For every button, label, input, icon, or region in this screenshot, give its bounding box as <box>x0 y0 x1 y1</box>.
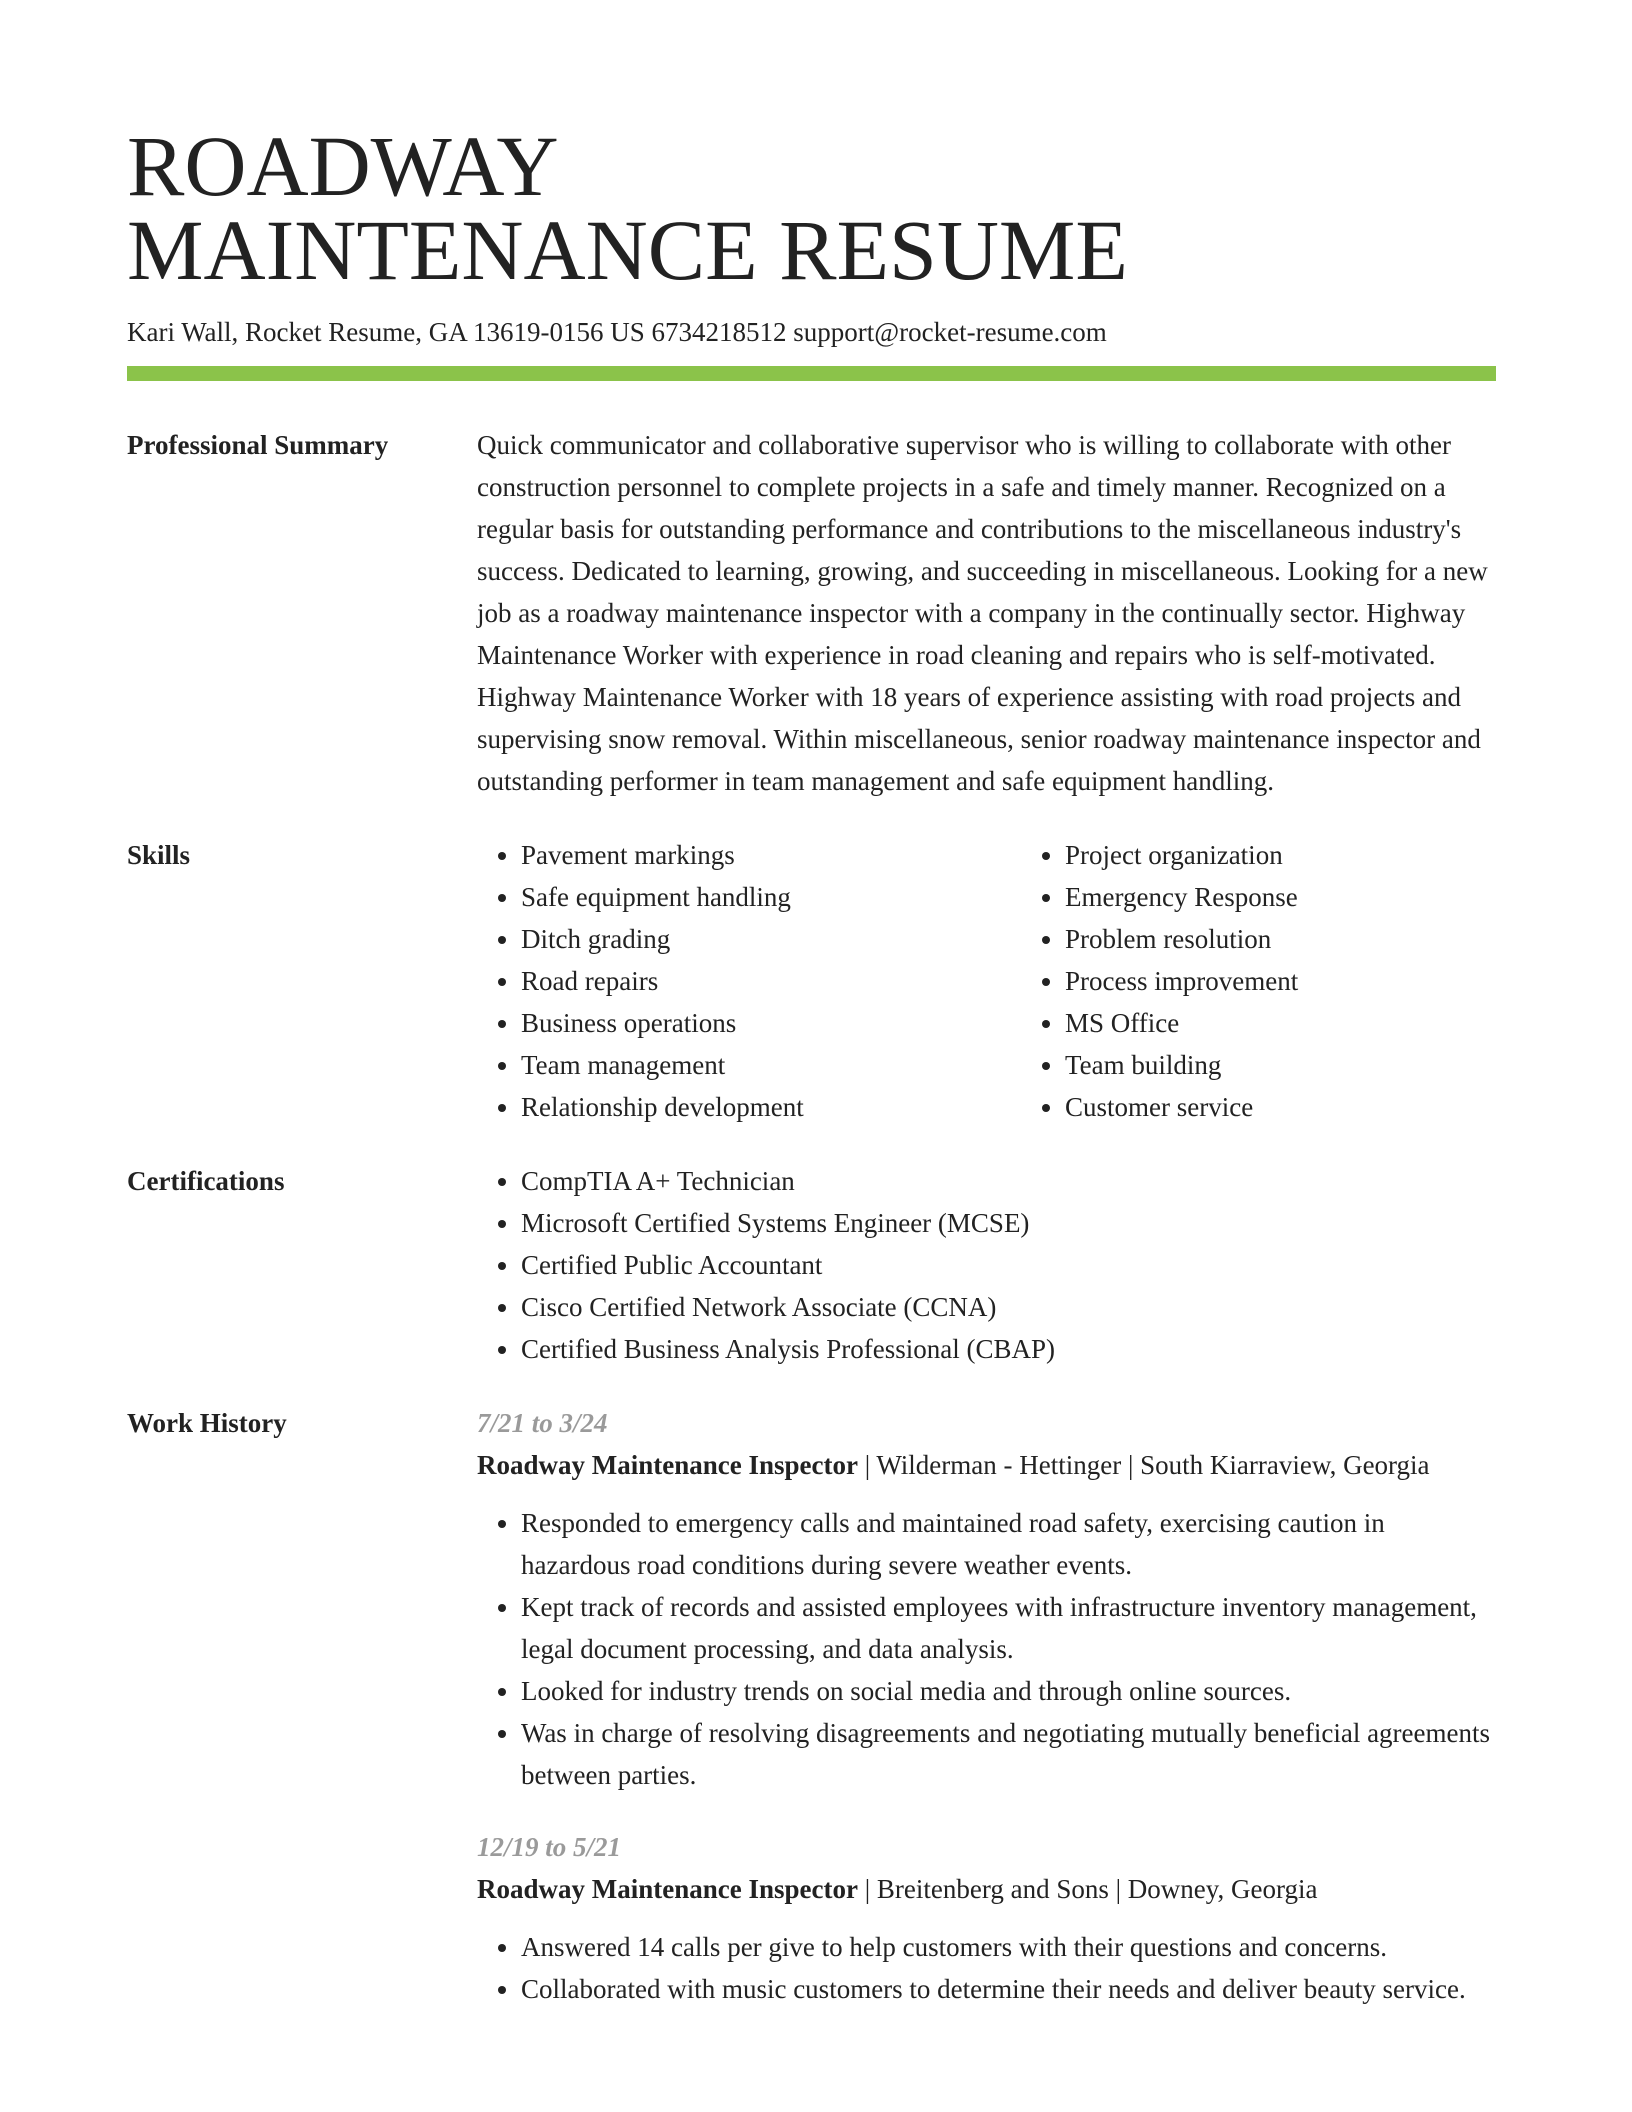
section-label-skills: Skills <box>127 840 191 870</box>
skill-item: • MS Office <box>1065 1002 1565 1044</box>
skill-item: • Relationship development <box>521 1086 1021 1128</box>
job-bullet: • Was in charge of resolving disagreements and negotiating mutually beneficial agreements between parties. <box>521 1712 1496 1796</box>
skill-item: • Problem resolution <box>1065 918 1565 960</box>
job-entry <box>477 1402 1496 1796</box>
job-role: Roadway Maintenance Inspector <box>477 1874 858 1904</box>
section-label-work-history: Work History <box>127 1408 287 1438</box>
job-header <box>477 1444 1496 1486</box>
skill-item: • Process improvement <box>1065 960 1565 1002</box>
skills-column-1 <box>477 834 1021 1128</box>
professional-summary-section <box>127 424 1496 802</box>
work-history-section <box>127 1402 1496 2040</box>
contact-info: Kari Wall, Rocket Resume, GA 13619-0156 US 6734218512 support@rocket-resume.com <box>127 317 1107 347</box>
job-bullet: • Answered 14 calls per give to help customers with their questions and concerns. <box>521 1926 1496 1968</box>
title-line-2: MAINTENANCE RESUME <box>127 202 1128 298</box>
skill-item: • Road repairs <box>521 960 1021 1002</box>
resume-page <box>127 0 1496 2040</box>
job-role: Roadway Maintenance Inspector <box>477 1450 858 1480</box>
skill-item: • Ditch grading <box>521 918 1021 960</box>
certifications-section <box>127 1160 1496 1370</box>
job-entry <box>477 1826 1496 2010</box>
skill-item: • Team management <box>521 1044 1021 1086</box>
skill-item: • Team building <box>1065 1044 1565 1086</box>
certification-item: • Certified Business Analysis Professional (CBAP) <box>521 1328 1496 1370</box>
job-employer-location: | Breitenberg and Sons | Downey, Georgia <box>857 1874 1318 1904</box>
skills-columns <box>477 834 1565 1128</box>
certification-item: • Cisco Certified Network Associate (CCNA) <box>521 1286 1496 1328</box>
title-line-1: ROADWAY <box>127 118 559 214</box>
summary-text: Quick communicator and collaborative supervisor who is willing to collaborate with other construction personnel to complete projects in a safe and timely manner. Recognized on a regular basis for outstanding performance and contributions to the miscellaneous industry's success. Dedicated to learning, growing, and succeeding in miscellaneous. Looking for a new job as a roadway maintenance inspector with a company in the continually sector. Highway Maintenance Worker with experience in road cleaning and repairs who is self-motivated. Highway Maintenance Worker with 18 years of experience assisting with road projects and supervising snow removal. Within miscellaneous, senior roadway maintenance inspector and outstanding performer in team management and safe equipment handling. <box>477 430 1488 796</box>
job-bullet: • Collaborated with music customers to determine their needs and deliver beauty service. <box>521 1968 1496 2010</box>
job-bullet: • Looked for industry trends on social media and through online sources. <box>521 1670 1496 1712</box>
section-label-summary: Professional Summary <box>127 430 389 460</box>
skills-section <box>127 834 1496 1128</box>
skill-item: • Safe equipment handling <box>521 876 1021 918</box>
job-bullet: • Responded to emergency calls and maintained road safety, exercising caution in hazardous road conditions during severe weather events. <box>521 1502 1496 1586</box>
job-bullets <box>477 1926 1496 2010</box>
job-bullet: • Kept track of records and assisted employees with infrastructure inventory management, legal document processing, and data analysis. <box>521 1586 1496 1670</box>
job-employer-location: | Wilderman - Hettinger | South Kiarraview, Georgia <box>857 1450 1430 1480</box>
section-label-certifications: Certifications <box>127 1166 285 1196</box>
work-history-body <box>477 1402 1496 2040</box>
certification-item: • Microsoft Certified Systems Engineer (MCSE) <box>521 1202 1496 1244</box>
certifications-list <box>477 1160 1496 1370</box>
accent-divider <box>127 366 1496 381</box>
job-dates: 12/19 to 5/21 <box>477 1832 622 1862</box>
skill-item: • Customer service <box>1065 1086 1565 1128</box>
job-header <box>477 1868 1496 1910</box>
certification-item: • Certified Public Accountant <box>521 1244 1496 1286</box>
skill-item: • Project organization <box>1065 834 1565 876</box>
certifications-list-wrap <box>477 1160 1496 1370</box>
skill-item: • Business operations <box>521 1002 1021 1044</box>
skills-column-2 <box>1021 834 1565 1128</box>
certification-item: • CompTIA A+ Technician <box>521 1160 1496 1202</box>
resume-title <box>127 0 1496 298</box>
job-dates: 7/21 to 3/24 <box>477 1408 608 1438</box>
skill-item: • Emergency Response <box>1065 876 1565 918</box>
job-bullets <box>477 1502 1496 1796</box>
skill-item: • Pavement markings <box>521 834 1021 876</box>
